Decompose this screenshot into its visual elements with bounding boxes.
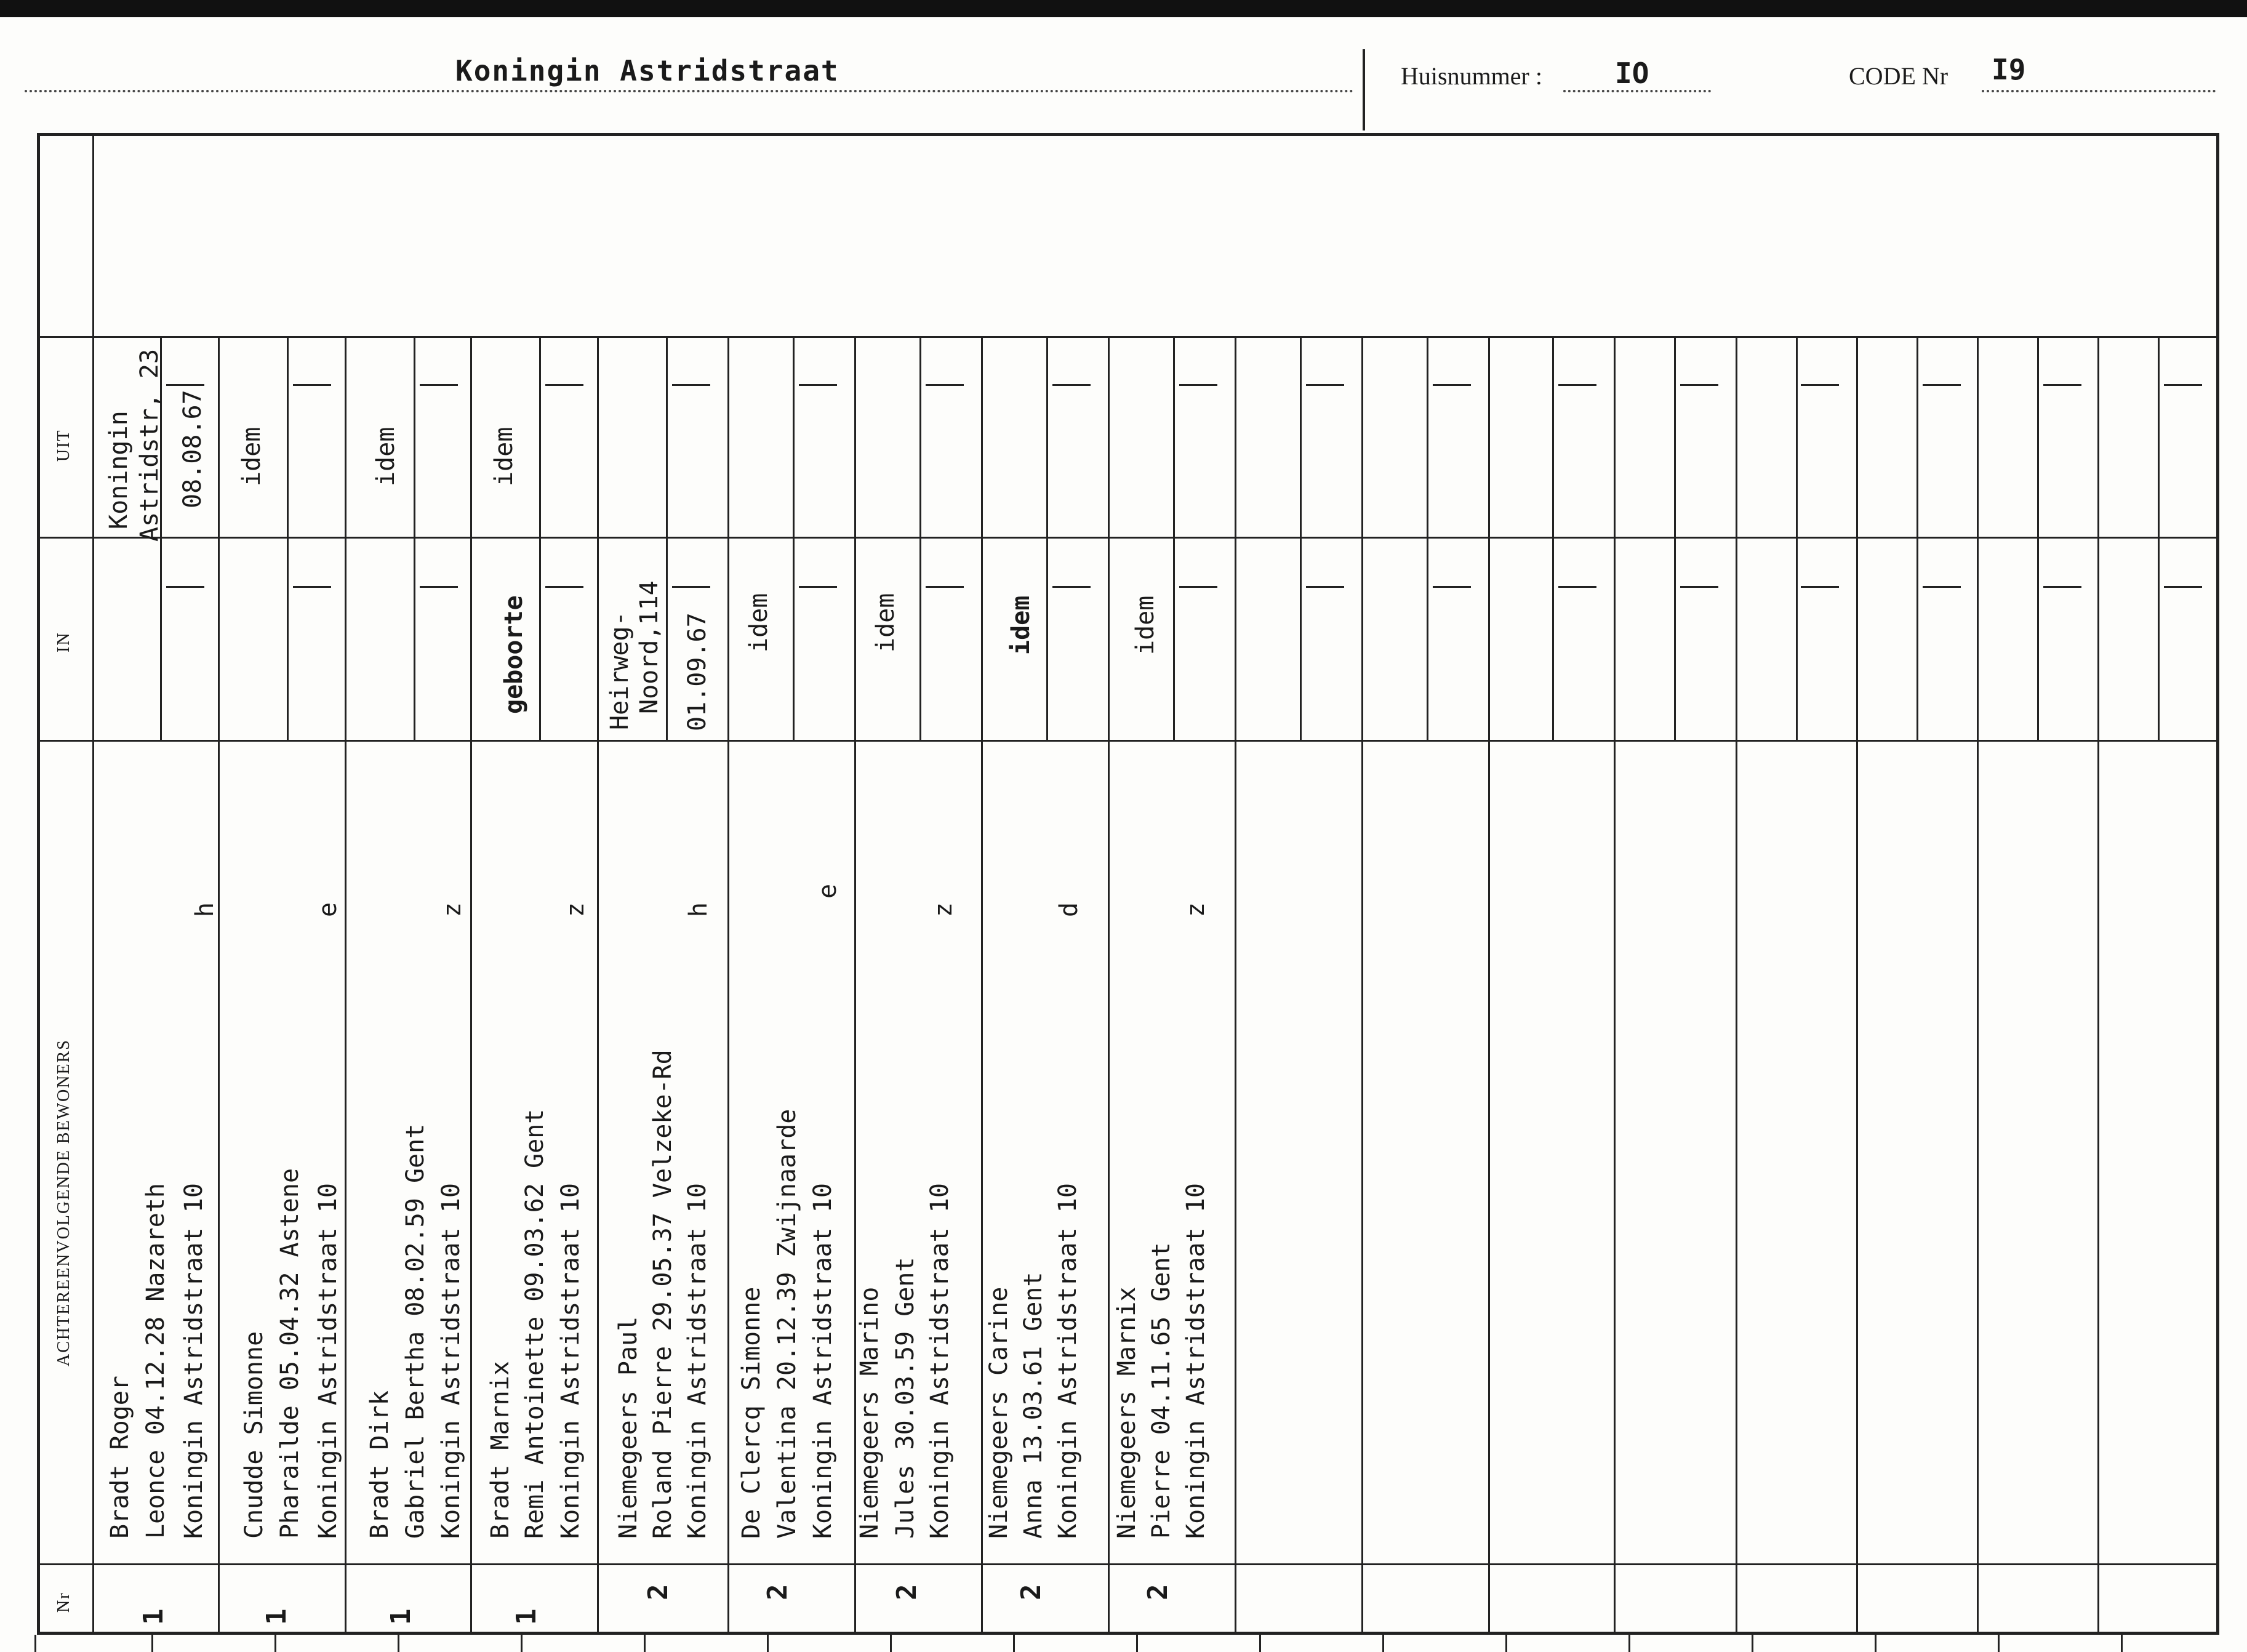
bewoners-label: ACHTEREENVOLGENDE BEWONERS	[54, 1039, 73, 1366]
in-dash-13	[1680, 586, 1718, 588]
uit-dash-6	[799, 384, 837, 386]
resident-5-line1: Niemegeers Paul	[614, 1316, 643, 1539]
resident-5-line2: Roland Pierre 29.05.37 Velzeke-Rd	[649, 1049, 677, 1539]
col-line-14	[1856, 336, 1858, 1635]
subcol-line-15	[1917, 336, 1918, 740]
subcol-line-3	[414, 336, 415, 740]
huisnummer-value: IO	[1615, 57, 1649, 90]
top-edge-bar	[0, 0, 2247, 17]
row-line-nr-top	[37, 1563, 2219, 1565]
resident-8-line2: Anna 13.03.61 Gent	[1019, 1272, 1047, 1539]
uit-dash-7	[926, 384, 964, 386]
street-name: Koningin Astridstraat	[455, 54, 839, 87]
resident-6-line1: De Clercq Simonne	[737, 1286, 766, 1539]
resident-5-in-line2: Noord,114	[635, 580, 663, 714]
subcol-line-6	[793, 336, 795, 740]
resident-5-in-line1: Heirweg-	[606, 611, 634, 730]
subcol-line-4	[539, 336, 541, 740]
in-dash-3	[420, 586, 458, 588]
col-line-16	[2097, 336, 2099, 1635]
uit-dash-3	[420, 384, 458, 386]
in-dash-8	[1052, 586, 1091, 588]
row-line-bewoners-top	[37, 740, 2219, 742]
nr-label: Nr	[54, 1592, 73, 1613]
resident-4-line1: Bradt Marnix	[486, 1361, 515, 1539]
col-line-11	[1488, 336, 1490, 1635]
subcol-line-14	[1796, 336, 1798, 740]
code-value: I9	[1992, 53, 2026, 86]
in-dash-16	[2043, 586, 2081, 588]
resident-4-line3: Koningin Astridstraat 10	[556, 1183, 585, 1539]
resident-1-line2: Leonce 04.12.28 Nazareth	[142, 1183, 170, 1539]
resident-1-nr: 1	[138, 1608, 169, 1625]
uit-dash-10	[1306, 384, 1344, 386]
resident-2-uit: idem	[238, 427, 266, 486]
resident-4-in: geboorte	[500, 595, 528, 714]
in-dash-11	[1433, 586, 1471, 588]
in-dash-15	[1923, 586, 1961, 588]
col-line-2	[345, 336, 346, 1635]
subcol-line-12	[1552, 336, 1554, 740]
header-separator	[1363, 49, 1365, 130]
resident-1-mark: h	[191, 902, 219, 917]
resident-8-nr: 2	[1015, 1584, 1047, 1600]
resident-7-nr: 2	[891, 1584, 923, 1600]
resident-5-nr: 2	[643, 1584, 674, 1600]
col-line-12	[1614, 336, 1616, 1635]
resident-3-nr: 1	[385, 1608, 417, 1625]
subcol-line-8	[1046, 336, 1048, 740]
resident-8-line1: Niemegeers Carine	[985, 1286, 1013, 1539]
uit-dash-16	[2043, 384, 2081, 386]
col-line-9	[1235, 336, 1236, 1635]
resident-8-mark: d	[1055, 902, 1083, 917]
resident-5-line3: Koningin Astridstraat 10	[683, 1183, 711, 1539]
uit-label: UIT	[54, 429, 73, 462]
resident-4-uit: idem	[490, 427, 518, 486]
resident-4-nr: 1	[511, 1608, 542, 1625]
resident-3-line3: Koningin Astridstraat 10	[437, 1183, 465, 1539]
in-dash-7	[926, 586, 964, 588]
in-dash-6	[799, 586, 837, 588]
subcol-line-16	[2037, 336, 2039, 740]
resident-7-line1: Niemegeers Marino	[855, 1286, 884, 1539]
subcol-line-10	[1300, 336, 1302, 740]
subcol-line-2	[287, 336, 289, 740]
in-dash-2	[293, 586, 331, 588]
uit-dash-9	[1179, 384, 1217, 386]
col-line-13	[1736, 336, 1737, 1635]
uit-dash-4	[545, 384, 583, 386]
uit-dash-12	[1558, 384, 1596, 386]
resident-3-uit: idem	[372, 427, 400, 486]
resident-6-mark: e	[814, 883, 842, 899]
resident-2-line2: Pharailde 05.04.32 Astene	[276, 1168, 304, 1539]
subcol-line-17	[2158, 336, 2160, 740]
in-dash-5	[672, 586, 710, 588]
label-column-line	[92, 133, 94, 1635]
resident-9-mark: z	[1182, 902, 1210, 917]
resident-7-in: idem	[871, 593, 900, 652]
resident-9-in: idem	[1131, 595, 1160, 655]
resident-7-line2: Jules 30.03.59 Gent	[891, 1257, 919, 1539]
resident-2-line1: Cnudde Simonne	[240, 1331, 268, 1539]
resident-2-line3: Koningin Astridstraat 10	[314, 1183, 342, 1539]
resident-9-line3: Koningin Astridstraat 10	[1182, 1183, 1210, 1539]
col-line-7	[981, 336, 983, 1635]
resident-6-nr: 2	[762, 1584, 793, 1600]
col-line-5	[727, 336, 729, 1635]
code-dotted-line	[1982, 90, 2216, 92]
street-dotted-line	[25, 90, 1354, 92]
resident-9-line1: Niemegeers Marnix	[1113, 1286, 1141, 1539]
resident-4-line2: Remi Antoinette 09.03.62 Gent	[521, 1109, 549, 1539]
col-line-3	[470, 336, 472, 1635]
col-line-8	[1108, 336, 1110, 1635]
in-dash-17	[2164, 586, 2202, 588]
resident-7-line3: Koningin Astridstraat 10	[926, 1183, 954, 1539]
uit-dash-13	[1680, 384, 1718, 386]
subcol-line-13	[1674, 336, 1676, 740]
in-label: IN	[54, 632, 73, 652]
resident-5-mark: h	[684, 902, 713, 917]
row-line-in-top	[37, 537, 2219, 539]
subcol-line-11	[1427, 336, 1428, 740]
resident-3-line2: Gabriel Bertha 08.02.59 Gent	[401, 1123, 430, 1539]
uit-dash-8	[1052, 384, 1091, 386]
in-dash-4	[545, 586, 583, 588]
subcol-line-9	[1173, 336, 1175, 740]
in-dash-14	[1801, 586, 1839, 588]
row-line-uit-top	[37, 336, 2219, 338]
resident-6-in: idem	[745, 593, 773, 652]
uit-dash-17	[2164, 384, 2202, 386]
resident-1-uit-date: 08.08.67	[178, 390, 207, 508]
in-dash-12	[1558, 586, 1596, 588]
resident-2-mark: e	[314, 902, 342, 917]
resident-1-uit-line1: Koningin	[105, 411, 133, 529]
col-line-4	[597, 336, 599, 1635]
resident-4-mark: z	[561, 902, 590, 917]
resident-2-nr: 1	[261, 1608, 292, 1625]
resident-3-mark: z	[438, 902, 467, 917]
resident-9-nr: 2	[1142, 1584, 1174, 1600]
uit-dash-15	[1923, 384, 1961, 386]
in-dash-10	[1306, 586, 1344, 588]
resident-7-mark: z	[929, 902, 958, 917]
subcol-line-5	[666, 336, 668, 740]
resident-9-line2: Pierre 04.11.65 Gent	[1147, 1242, 1176, 1539]
huisnummer-dotted-line	[1563, 90, 1711, 92]
col-line-15	[1977, 336, 1979, 1635]
uit-dash-2	[293, 384, 331, 386]
uit-dash-1	[166, 384, 204, 386]
resident-1-line1: Bradt Roger	[106, 1376, 134, 1539]
uit-dash-11	[1433, 384, 1471, 386]
in-dash-9	[1179, 586, 1217, 588]
uit-dash-5	[672, 384, 710, 386]
code-label: CODE Nr	[1849, 62, 1949, 90]
huisnummer-label: Huisnummer :	[1401, 62, 1542, 90]
resident-8-line3: Koningin Astridstraat 10	[1054, 1183, 1082, 1539]
resident-1-line3: Koningin Astridstraat 10	[180, 1183, 208, 1539]
uit-dash-14	[1801, 384, 1839, 386]
resident-1-uit-line2: Astridstr, 23	[135, 348, 164, 542]
col-line-10	[1361, 336, 1363, 1635]
resident-6-line2: Valentina 20.12.39 Zwijnaarde	[773, 1109, 801, 1539]
resident-6-line3: Koningin Astridstraat 10	[809, 1183, 837, 1539]
in-dash-1	[166, 586, 204, 588]
resident-5-in-date: 01.09.67	[683, 612, 711, 731]
resident-8-in: idem	[1007, 595, 1035, 655]
col-line-1	[218, 336, 220, 1635]
subcol-line-7	[919, 336, 921, 740]
resident-3-line1: Bradt Dirk	[366, 1390, 394, 1539]
